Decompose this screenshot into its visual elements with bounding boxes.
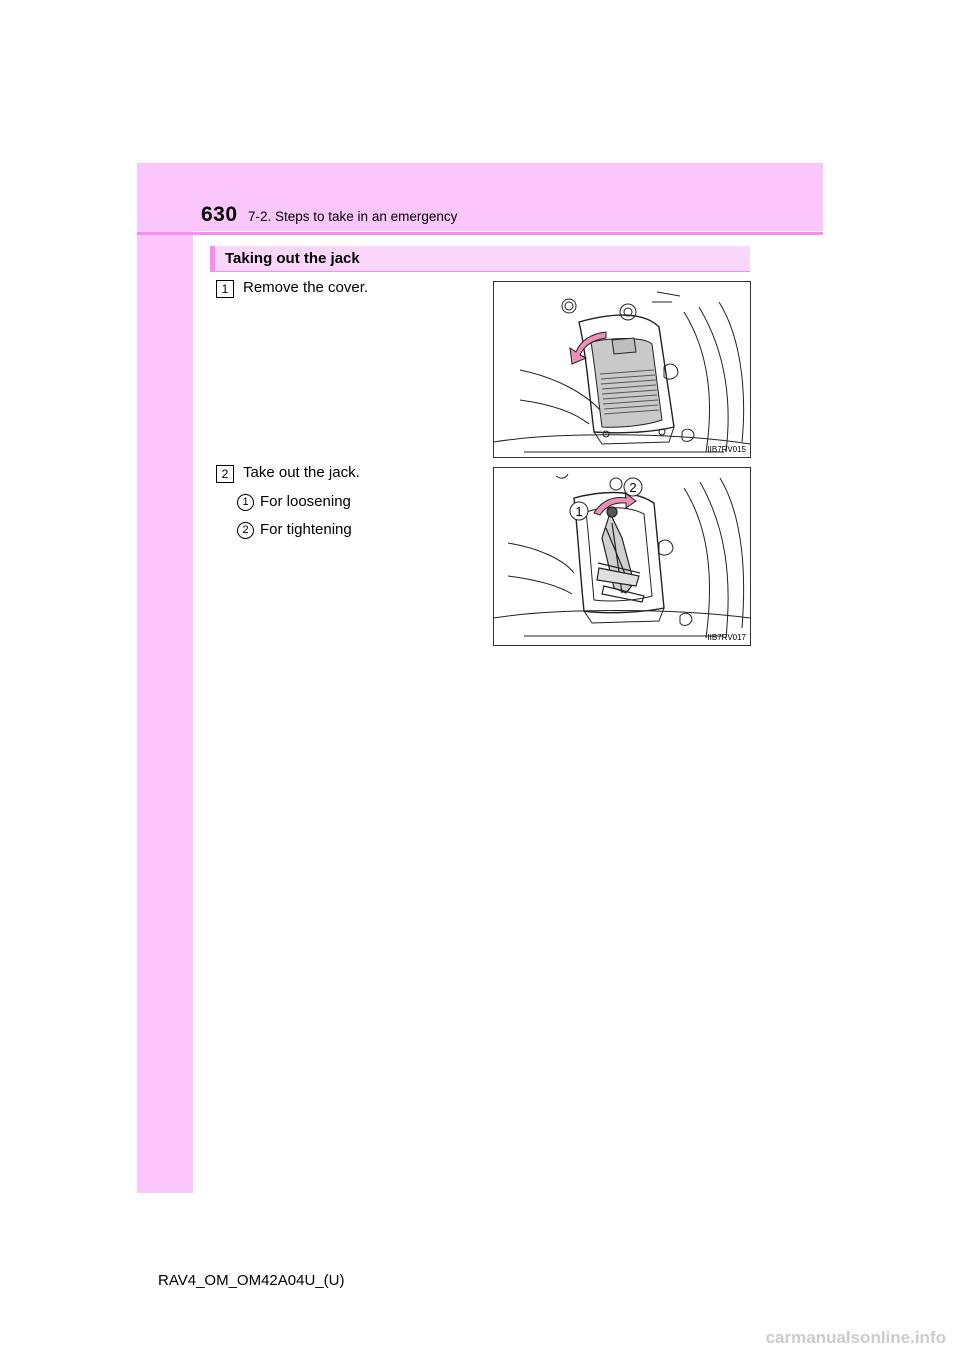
manual-footer: RAV4_OM_OM42A04U_(U): [158, 1272, 345, 1289]
step-text: Take out the jack.: [243, 464, 360, 481]
section-heading-text: Taking out the jack: [225, 250, 360, 267]
jack-icon: [597, 507, 644, 602]
chapter-title: 7-2. Steps to take in an emergency: [248, 209, 458, 224]
figure-take-out-jack: [493, 467, 751, 646]
side-tab-band: [137, 163, 193, 1193]
section-heading: [210, 246, 750, 272]
sub-item-text: For loosening: [260, 493, 351, 510]
sub-item-tightening: [237, 521, 352, 539]
figure-code: IIB7RV015: [707, 445, 746, 454]
step-number-box: 2: [216, 465, 234, 483]
watermark: carmanualsonline.info: [765, 1328, 946, 1347]
callout-number: 2: [629, 480, 637, 495]
sub-item-loosening: [237, 493, 351, 511]
step-text: Remove the cover.: [243, 279, 369, 296]
page-number: 630: [201, 203, 238, 226]
figure-remove-cover: [493, 281, 751, 458]
circled-number: 2: [237, 522, 254, 539]
step-number-box: 1: [216, 280, 234, 298]
sub-item-text: For tightening: [260, 521, 352, 538]
callout-number: 1: [575, 504, 583, 519]
header-rule: [137, 232, 823, 235]
figure-code: IIB7RV017: [707, 633, 746, 642]
cover-illustration: [494, 282, 750, 457]
jack-illustration: [494, 468, 750, 645]
heading-accent-bar: [210, 246, 215, 272]
heading-underline: [210, 271, 750, 272]
circled-number: 1: [237, 494, 254, 511]
